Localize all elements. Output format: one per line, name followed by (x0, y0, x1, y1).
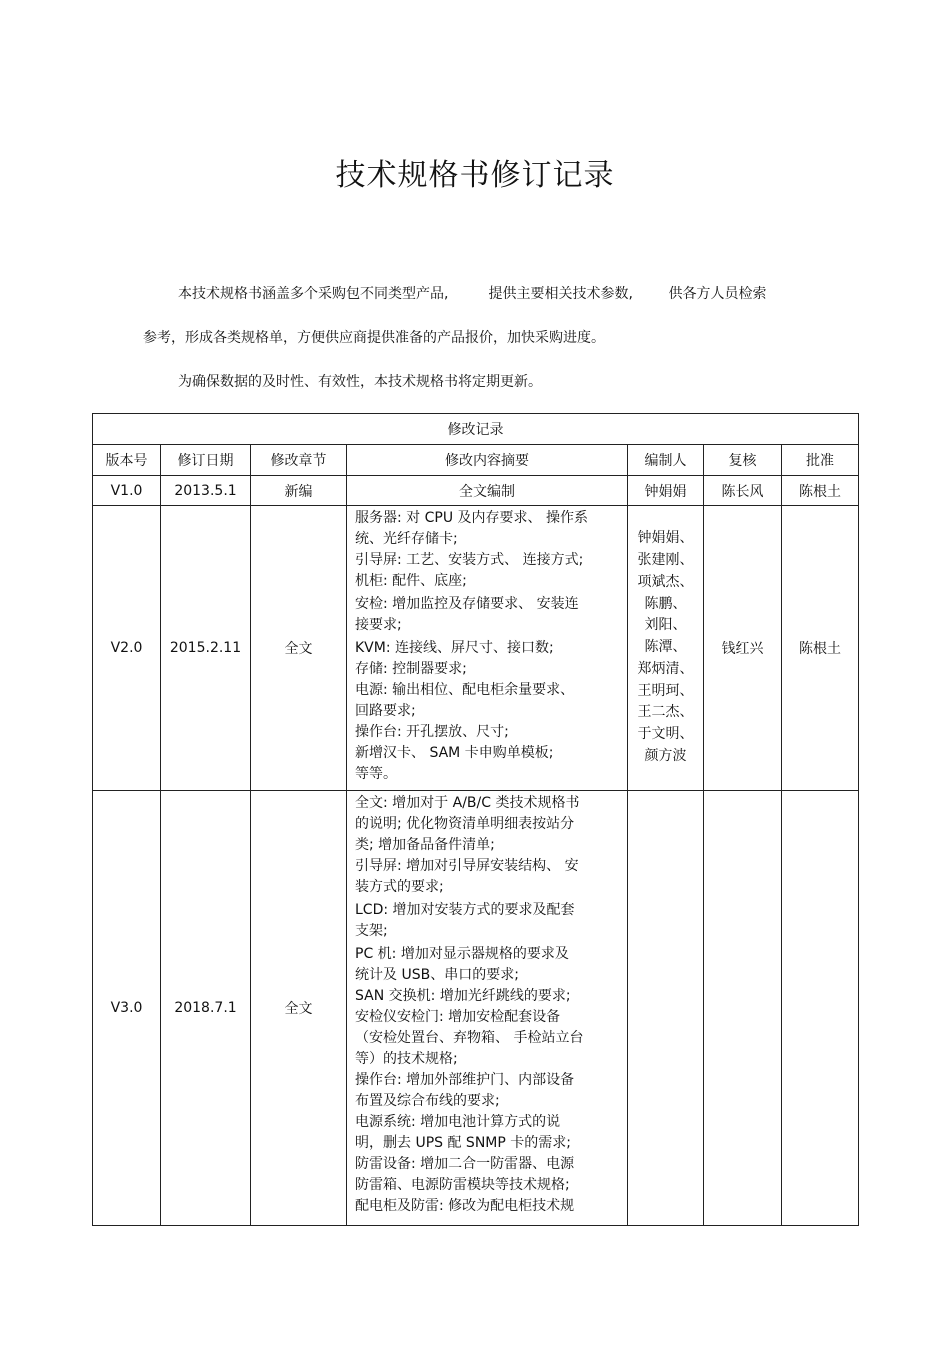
page-title: 技术规格书修订记录 (335, 158, 615, 193)
column-header-approver: 批准 (782, 445, 859, 476)
summary-line: 机柜: 配件、底座; (355, 573, 467, 589)
reviewer-cell: 钱红兴 (704, 506, 782, 791)
summary-line: 引导屏: 增加对引导屏安装结构、 安 (355, 858, 579, 874)
summary-line: 操作台: 增加外部维护门、内部设备 (355, 1072, 575, 1088)
reviewer-cell (704, 791, 782, 1226)
column-header-summary: 修改内容摘要 (347, 445, 628, 476)
summary-line: 等等。 (355, 766, 397, 782)
summary-line: 支架; (355, 923, 388, 939)
approver-cell (782, 791, 859, 1226)
summary-line: （安检处置台、弃物箱、 手检站立台 (355, 1030, 584, 1046)
date-cell: 2015.2.11 (161, 506, 251, 791)
author-name: 陈潭、 (644, 639, 687, 656)
author-cell (628, 791, 704, 1226)
summary-cell: 全文编制 (347, 476, 628, 506)
author-cell (628, 506, 704, 791)
summary-line: 安检: 增加监控及存储要求、 安装连 (355, 596, 579, 612)
summary-line: SAN 交换机: 增加光纤跳线的要求; (355, 988, 571, 1004)
intro-paragraph-line-3: 为确保数据的及时性、有效性，本技术规格书将定期更新。 (178, 374, 542, 390)
reviewer-cell: 陈长风 (704, 476, 782, 506)
summary-line: 明，删去 UPS 配 SNMP 卡的需求; (355, 1135, 571, 1151)
summary-line: 服务器: 对 CPU 及内存要求、 操作系 (355, 510, 588, 526)
column-header-reviewer: 复核 (704, 445, 782, 476)
column-header-date: 修订日期 (161, 445, 251, 476)
intro-paragraph-line-2: 参考，形成各类规格单，方便供应商提供准备的产品报价，加快采购进度。 (143, 330, 605, 346)
author-cell: 钟娟娟 (628, 476, 704, 506)
revision-table (92, 413, 859, 1226)
summary-line: 配电柜及防雷: 修改为配电柜技术规 (355, 1198, 575, 1214)
author-name: 郑炳清、 (637, 660, 694, 677)
approver-cell: 陈根土 (782, 506, 859, 791)
version-cell: V2.0 (93, 506, 161, 791)
summary-line: 统计及 USB、串口的要求; (355, 967, 519, 983)
summary-line: 回路要求; (355, 703, 416, 719)
chapter-cell: 全文 (251, 506, 347, 791)
table-header-row (93, 445, 859, 476)
version-cell: V1.0 (93, 476, 161, 506)
table-row (93, 506, 859, 791)
author-name: 项斌杰、 (637, 573, 694, 590)
summary-line: LCD: 增加对安装方式的要求及配套 (355, 902, 575, 918)
summary-line: 引导屏: 工艺、安装方式、 连接方式; (355, 552, 584, 568)
table-caption-row (93, 414, 859, 445)
summary-line: 接要求; (355, 617, 402, 633)
summary-line: PC 机: 增加对显示器规格的要求及 (355, 946, 569, 962)
table-row (93, 791, 859, 1226)
chapter-cell: 全文 (251, 791, 347, 1226)
author-name: 王明珂、 (637, 682, 694, 699)
summary-line: 布置及综合布线的要求; (355, 1093, 500, 1109)
summary-line: 的说明; 优化物资清单明细表按站分 (355, 816, 575, 832)
date-cell: 2018.7.1 (161, 791, 251, 1226)
author-name: 陈鹏、 (644, 595, 687, 612)
column-header-author: 编制人 (628, 445, 704, 476)
chapter-cell: 新编 (251, 476, 347, 506)
approver-cell: 陈根土 (782, 476, 859, 506)
summary-line: 电源: 输出相位、配电柜余量要求、 (355, 682, 575, 698)
table-row (93, 476, 859, 506)
summary-line: 防雷设备: 增加二合一防雷器、电源 (355, 1156, 575, 1172)
summary-line: 全文: 增加对于 A/B/C 类技术规格书 (355, 795, 580, 811)
intro-paragraph-line-1: 本技术规格书涵盖多个采购包不同类型产品, 提供主要相关技术参数, 供各方人员检索 (178, 286, 767, 302)
summary-line: 防雷箱、电源防雷模块等技术规格; (355, 1177, 570, 1193)
author-name: 颜方波 (644, 748, 687, 765)
author-name: 钟娟娟、 (637, 530, 694, 547)
summary-line: 新增汉卡、 SAM 卡申购单模板; (355, 745, 554, 761)
version-cell: V3.0 (93, 791, 161, 1226)
summary-cell (347, 506, 628, 791)
author-name: 刘阳、 (644, 617, 687, 634)
table-caption: 修改记录 (93, 414, 859, 445)
summary-line: KVM: 连接线、屏尺寸、接口数; (355, 640, 554, 656)
column-header-version: 版本号 (93, 445, 161, 476)
summary-line: 操作台: 开孔摆放、尺寸; (355, 724, 509, 740)
summary-line: 类; 增加备品备件清单; (355, 837, 495, 853)
author-name: 王二杰、 (637, 704, 694, 721)
summary-line: 等）的技术规格; (355, 1051, 458, 1067)
date-cell: 2013.5.1 (161, 476, 251, 506)
author-name: 张建刚、 (637, 551, 694, 568)
summary-line: 存储: 控制器要求; (355, 661, 467, 677)
summary-line: 统、光纤存储卡; (355, 531, 458, 547)
author-name: 于文明、 (637, 726, 694, 743)
summary-line: 装方式的要求; (355, 879, 444, 895)
summary-line: 电源系统: 增加电池计算方式的说 (355, 1114, 561, 1130)
column-header-chapter: 修改章节 (251, 445, 347, 476)
summary-cell (347, 791, 628, 1226)
summary-line: 安检仪安检门: 增加安检配套设备 (355, 1009, 561, 1025)
